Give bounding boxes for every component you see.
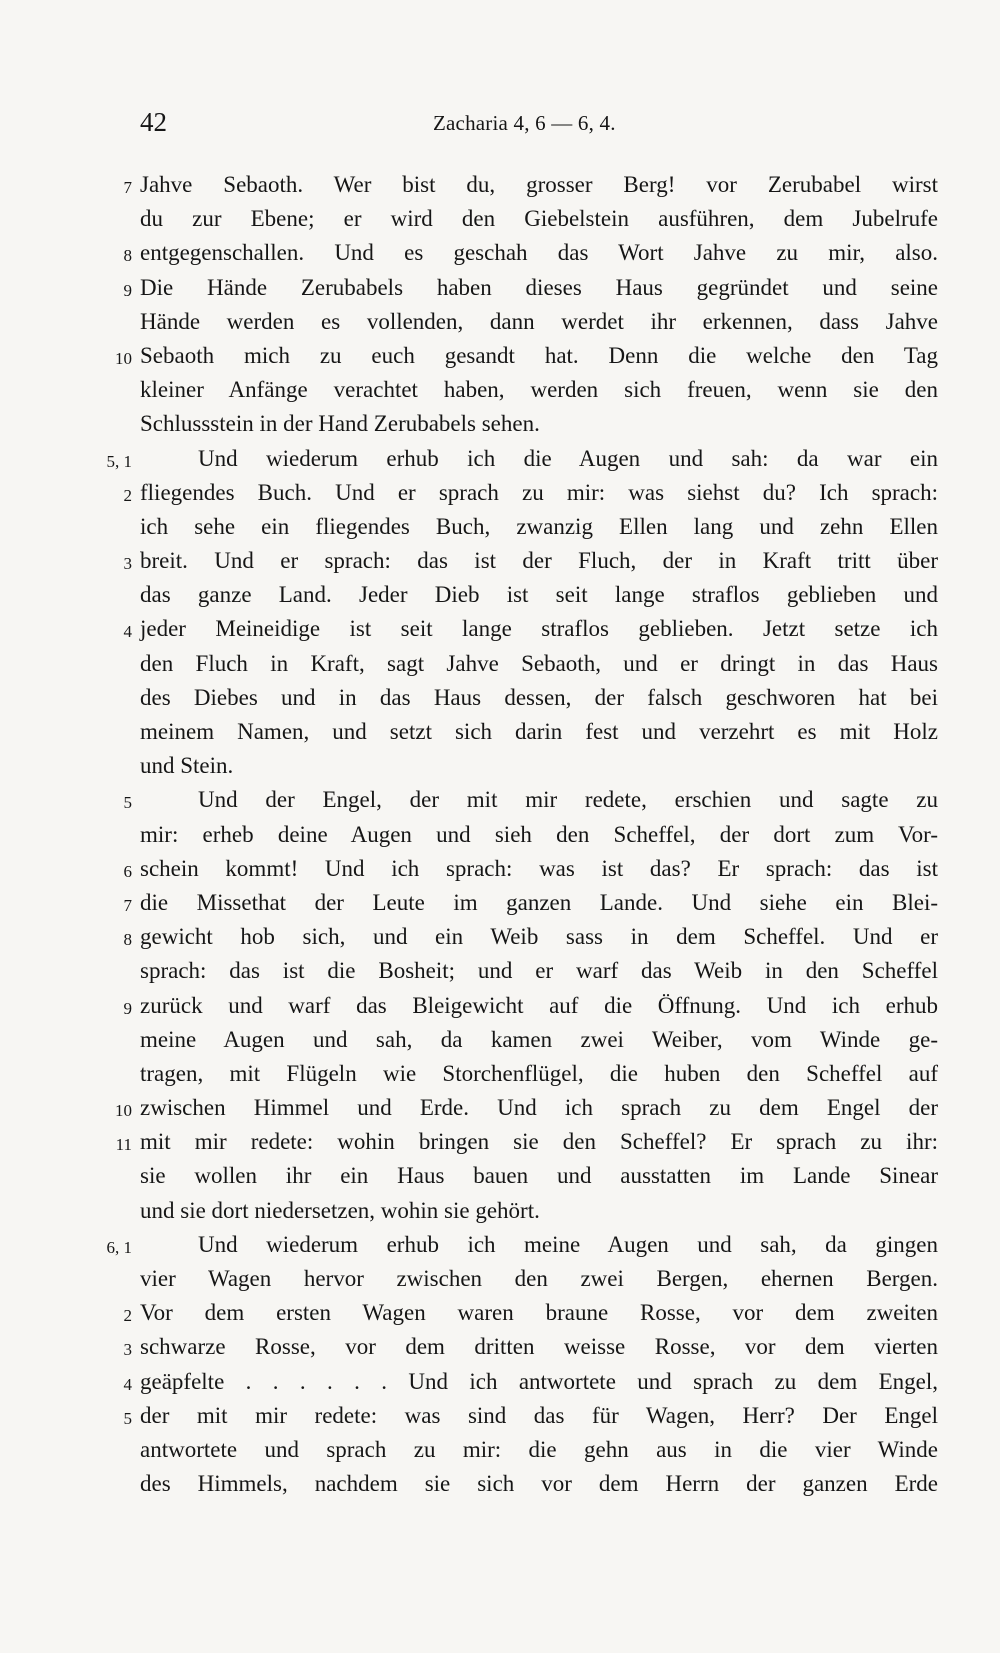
text-line (0, 715, 1000, 749)
verse-number: 11 (115, 1135, 132, 1155)
verse-number: 7 (123, 178, 132, 197)
line-text: den Fluch in Kraft, sagt Jahve Sebaoth, und er dringt in das Haus (140, 650, 938, 676)
text-line (0, 442, 1000, 476)
text-line (0, 647, 1000, 681)
text-line (0, 612, 1000, 646)
text-line (0, 818, 1000, 852)
line-text: Jahve Sebaoth. Wer bist du, grosser Berg! vor Zerubabel wirst (140, 172, 938, 197)
line-text: geäpfelte . . . . . . Und ich antwortete und sprach zu dem Engel, (140, 1368, 938, 1394)
line-text: breit. Und er sprach: das ist der Fluch, der in Kraft tritt über (140, 548, 938, 574)
line-text: Und wiederum erhub ich die Augen und sah: da war ein (198, 445, 938, 471)
text-line (0, 1467, 1000, 1501)
line-text: schwarze Rosse, vor dem dritten weisse Rosse, vor dem vierten (140, 1334, 938, 1360)
text-line (0, 476, 1000, 510)
line-text: Und wiederum erhub ich meine Augen und sah, da gingen (198, 1231, 938, 1257)
text-line (0, 1399, 1000, 1433)
text-line (0, 1125, 1000, 1159)
line-text: meine Augen und sah, da kamen zwei Weiber, vom Winde ge- (140, 1026, 938, 1052)
text-line (0, 1262, 1000, 1296)
verse-number: 3 (123, 1340, 132, 1360)
verse-number: 5 (123, 793, 132, 813)
verse-number: 4 (123, 1374, 132, 1394)
line-text: sprach: das ist die Bosheit; und er warf das Weib in den Scheffel (140, 958, 938, 984)
verse-number: 2 (123, 485, 132, 505)
text-line (0, 1194, 1000, 1228)
verse-number: 6, 1 (106, 1237, 132, 1257)
verse-number: 8 (123, 930, 132, 950)
text-line (0, 271, 1000, 305)
line-text: das ganze Land. Jeder Dieb ist seit lange straflos geblieben und (140, 582, 938, 608)
line-text: antwortete und sprach zu mir: die gehn aus in die vier Winde (140, 1436, 938, 1462)
text-line (0, 1057, 1000, 1091)
line-text: fliegendes Buch. Und er sprach zu mir: was siehst du? Ich sprach: (140, 479, 938, 505)
text-line (0, 510, 1000, 544)
line-text: des Himmels, nachdem sie sich vor dem Herrn der ganzen Erde (140, 1471, 938, 1497)
text-line (0, 1023, 1000, 1057)
line-text: gewicht hob sich, und ein Weib sass in dem Scheffel. Und er (140, 924, 938, 950)
text-line (0, 783, 1000, 817)
verse-number: 9 (123, 280, 132, 300)
text-line (0, 236, 1000, 270)
running-head: Zacharia 4, 6 — 6, 4. (433, 111, 616, 135)
text-line (0, 1433, 1000, 1467)
text-line (0, 1159, 1000, 1193)
text-line (0, 202, 1000, 236)
line-text: kleiner Anfänge verachtet haben, werden sich freuen, wenn sie den (140, 377, 938, 403)
text-line (0, 1228, 1000, 1262)
line-text: die Missethat der Leute im ganzen Lande. Und siehe ein Blei- (140, 889, 938, 915)
line-text: ich sehe ein fliegendes Buch, zwanzig Ellen lang und zehn Ellen (140, 513, 938, 539)
text-line (0, 305, 1000, 339)
text-line (0, 544, 1000, 578)
verse-number: 9 (123, 998, 132, 1018)
line-text: Und der Engel, der mit mir redete, erschien und sagte zu (198, 787, 938, 813)
verse-number: 6 (123, 861, 132, 881)
line-text: Schlussstein in der Hand Zerubabels sehen. (140, 411, 540, 437)
line-text: zurück und warf das Bleigewicht auf die Öffnung. Und ich erhub (140, 992, 938, 1018)
text-line (0, 989, 1000, 1023)
text-line (0, 954, 1000, 988)
line-text: Sebaoth mich zu euch gesandt hat. Denn die welche den Tag (140, 342, 938, 368)
text-line (0, 407, 1000, 441)
line-text: mit mir redete: wohin bringen sie den Scheffel? Er sprach zu ihr: (140, 1129, 938, 1155)
text-line (0, 578, 1000, 612)
text-line (0, 1091, 1000, 1125)
line-text: du zur Ebene; er wird den Giebelstein ausführen, dem Jubelrufe (140, 206, 938, 232)
text-line (0, 1365, 1000, 1399)
text-line (0, 339, 1000, 373)
verse-number: 5, 1 (106, 451, 132, 471)
line-text: jeder Meineidige ist seit lange straflos geblieben. Jetzt setze ich (140, 616, 938, 642)
verse-number: 2 (123, 1306, 132, 1326)
verse-number: 7 (123, 895, 132, 915)
line-text: des Diebes und in das Haus dessen, der falsch geschworen hat bei (140, 684, 938, 710)
line-text: der mit mir redete: was sind das für Wagen, Herr? Der Engel (140, 1402, 938, 1428)
text-line (0, 1330, 1000, 1364)
line-text: Die Hände Zerubabels haben dieses Haus gegründet und seine (140, 274, 938, 300)
verse-number: 4 (123, 622, 132, 642)
text-line (0, 920, 1000, 954)
line-text: und Stein. (140, 753, 234, 779)
line-text: entgegenschallen. Und es geschah das Wort Jahve zu mir, also. (140, 240, 938, 266)
text-line (0, 168, 1000, 202)
verse-number: 5 (123, 1408, 132, 1428)
verse-number: 3 (123, 554, 132, 574)
text-line (0, 373, 1000, 407)
line-text: Vor dem ersten Wagen waren braune Rosse, vor dem zweiten (140, 1300, 938, 1326)
text-line (0, 681, 1000, 715)
text-body (0, 168, 1000, 1501)
text-line (0, 852, 1000, 886)
verse-number: 10 (115, 348, 132, 368)
text-line (0, 886, 1000, 920)
line-text: und sie dort niedersetzen, wohin sie gehört. (140, 1197, 540, 1223)
text-line (0, 1296, 1000, 1330)
line-text: tragen, mit Flügeln wie Storchenflügel, die huben den Scheffel auf (140, 1060, 938, 1086)
page-number: 42 (140, 107, 167, 137)
line-text: schein kommt! Und ich sprach: was ist das? Er sprach: das ist (140, 855, 938, 881)
line-text: mir: erheb deine Augen und sieh den Scheffel, der dort zum Vor- (140, 821, 938, 847)
verse-number: 8 (123, 246, 132, 266)
line-text: zwischen Himmel und Erde. Und ich sprach zu dem Engel der (140, 1095, 938, 1121)
text-line (0, 749, 1000, 783)
verse-number: 10 (115, 1101, 132, 1121)
line-text: sie wollen ihr ein Haus bauen und ausstatten im Lande Sinear (140, 1163, 938, 1189)
line-text: Hände werden es vollenden, dann werdet ihr erkennen, dass Jahve (140, 308, 938, 334)
line-text: vier Wagen hervor zwischen den zwei Bergen, ehernen Bergen. (140, 1266, 938, 1291)
line-text: meinem Namen, und setzt sich darin fest und verzehrt es mit Holz (140, 719, 938, 744)
